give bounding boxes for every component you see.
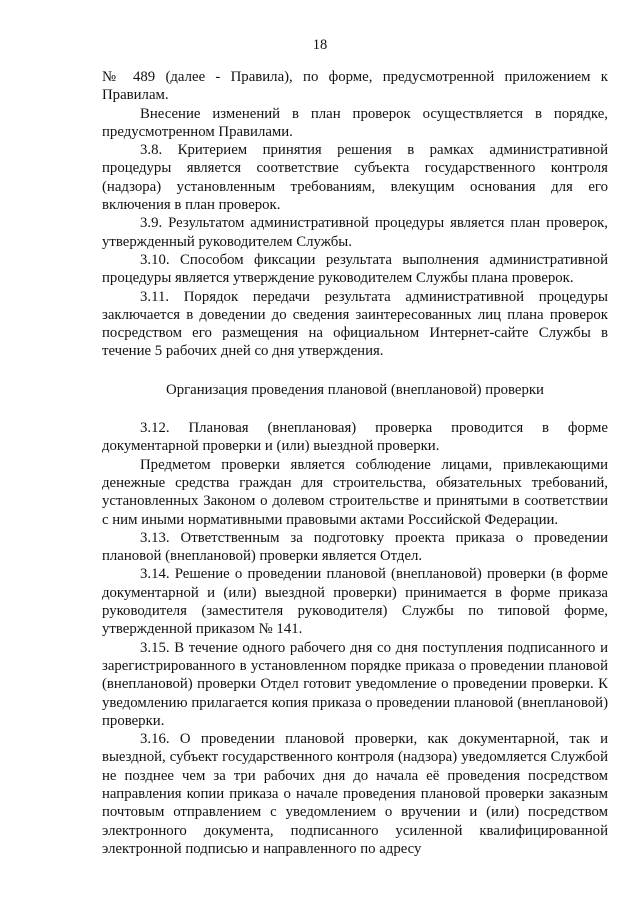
- paragraph-subject: Предметом проверки является соблюдение лицами, привлекающими денежные средства граждан для строительства, обязательных требований, установленных Законом о долевом строительстве и принятыми в соответствии с ним иными нормативными правовыми актами Российской Федерации.: [102, 456, 608, 528]
- paragraph-3-15: 3.15. В течение одного рабочего дня со дня поступления подписанного и зарегистрированного в установленном порядке приказа о проведении плановой (внеплановой) проверки Отдел готовит уведомление о проведении проверки. К уведомлению прилагается копия приказа о проведении плановой (внеплановой) проверки.: [102, 639, 608, 729]
- paragraph-3-9: 3.9. Результатом административной процедуры является план проверок, утвержденный руководителем Службы.: [102, 215, 608, 250]
- paragraph-3-11: 3.11. Порядок передачи результата административной процедуры заключается в доведении до сведения заинтересованных лиц плана проверок посредством его размещения на официальном Интернет-сайте Службы в течение 5 рабочих дней со дня утверждения.: [102, 288, 608, 360]
- paragraph-3-8: 3.8. Критерием принятия решения в рамках административной процедуры является соответствие субъекта государственного контроля (надзора) установленным требованиям, влекущим основания для его включения в план проверок.: [102, 142, 608, 214]
- document-body: [102, 68, 608, 858]
- paragraph-continuation: № 489 (далее - Правила), по форме, предусмотренной приложением к Правилам.: [102, 69, 608, 104]
- paragraph-amendments: Внесение изменений в план проверок осуществляется в порядке, предусмотренном Правилами.: [102, 105, 608, 140]
- section-heading: Организация проведения плановой (внеплановой) проверки: [166, 381, 544, 398]
- paragraph-3-13: 3.13. Ответственным за подготовку проекта приказа о проведении плановой (внеплановой) проверки является Отдел.: [102, 529, 608, 565]
- page-number: 18: [312, 37, 328, 53]
- paragraph-3-14: 3.14. Решение о проведении плановой (внеплановой) проверки (в форме документарной и (или) выездной проверки) принимается в форме приказа руководителя (заместителя руководителя) Службы по типовой форме, утвержденной приказом № 141.: [102, 566, 608, 638]
- paragraph-3-10: 3.10. Способом фиксации результата выполнения административной процедуры является утверждение руководителем Службы плана проверок.: [102, 251, 608, 287]
- paragraph-3-16: 3.16. О проведении плановой проверки, как документарной, так и выездной, субъект государственного контроля (надзора) уведомляется Службой не позднее чем за три рабочих дня до начала её проведения посредством направления копии приказа о начале проведения плановой проверки заказным почтовым отправлением с уведомлением о вручении и (или) посредством электронного документа, подписанного усиленной квалифицированной электронной подписью и направленного по адресу: [102, 731, 608, 857]
- paragraph-3-12: 3.12. Плановая (внеплановая) проверка проводится в форме документарной проверки и (или) выездной проверки.: [102, 420, 608, 455]
